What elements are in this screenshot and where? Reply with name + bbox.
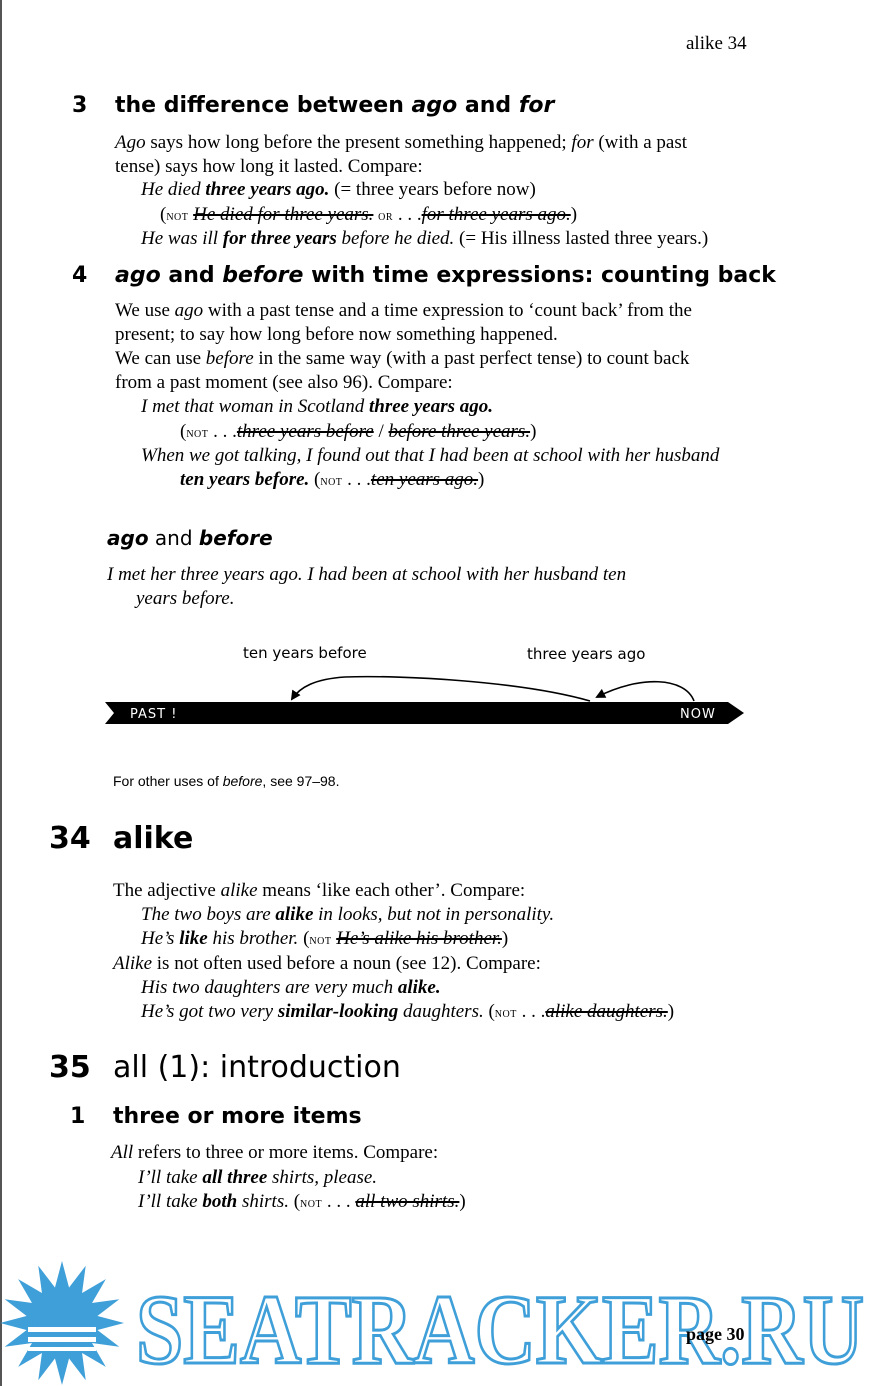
box-example-line: years before. <box>136 588 235 609</box>
section-4-text-line: We can use before in the same way (with a past perfect tense) to count back <box>115 348 690 369</box>
box-example-line: I met her three years ago. I had been at school with her husband ten <box>107 564 627 585</box>
arrow-before <box>292 677 590 701</box>
arrow-ago <box>597 682 694 701</box>
example-sentence: The two boys are alike in looks, but not in personality. <box>141 904 555 925</box>
entry-34-number: 34 <box>49 821 91 856</box>
section-4-text-line: We use ago with a past tense and a time expression to ‘count back’ from the <box>115 300 692 321</box>
section-4-heading: ago and before with time expressions: counting back <box>115 263 776 288</box>
example-sentence-continued: ten years before. (not . . .ten years ago.) <box>180 469 485 490</box>
label-three-years-ago: three years ago <box>527 645 646 663</box>
running-head: alike 34 <box>686 33 747 54</box>
example-sentence: His two daughters are very much alike. <box>141 977 441 998</box>
page-number: page 30 <box>686 1324 745 1344</box>
example-sentence: He died three years ago. (= three years before now) <box>141 179 536 200</box>
example-sentence: I met that woman in Scotland three years ago. <box>141 396 493 417</box>
incorrect-example: (not . . .three years before / before three years.) <box>180 421 537 442</box>
entry-35-text-line: All refers to three or more items. Compare: <box>111 1142 439 1163</box>
entry-35-title: all (1): introduction <box>113 1050 401 1085</box>
subsection-1-heading: three or more items <box>113 1104 362 1129</box>
example-sentence: I’ll take both shirts. (not . . . all two shirts.) <box>138 1191 466 1212</box>
entry-34-text-line: The adjective alike means ‘like each other’. Compare: <box>113 880 526 901</box>
timeline-diagram <box>100 665 760 735</box>
sun-icon <box>0 1261 124 1385</box>
example-sentence: I’ll take all three shirts, please. <box>138 1167 378 1188</box>
example-sentence: When we got talking, I found out that I had been at school with her husband <box>141 445 720 466</box>
example-sentence: He was ill for three years before he died. (= His illness lasted three years.) <box>141 228 709 249</box>
watermark-logo <box>0 1255 880 1386</box>
timeline-now-label: NOW <box>680 707 716 722</box>
incorrect-example: (not He died for three years. or . . .for three years ago.) <box>160 204 578 225</box>
section-3-number: 3 <box>72 93 88 118</box>
entry-34-text-line: Alike is not often used before a noun (see 12). Compare: <box>113 953 541 974</box>
example-sentence: He’s like his brother. (not He’s alike his brother.) <box>141 928 509 949</box>
entry-34-title: alike <box>113 821 194 856</box>
section-3-text-line: tense) says how long it lasted. Compare: <box>115 156 423 177</box>
subsection-1-number: 1 <box>70 1104 86 1129</box>
section-4-text-line: present; to say how long before now something happened. <box>115 324 558 345</box>
example-sentence: He’s got two very similar-looking daughters. (not . . .alike daughters.) <box>141 1001 675 1022</box>
box-heading: ago and before <box>107 526 273 550</box>
entry-35-number: 35 <box>49 1050 91 1085</box>
watermark-text: SEATRACKER.RU <box>136 1274 864 1385</box>
section-3-text-line: Ago says how long before the present something happened; for (with a past <box>115 132 688 153</box>
label-ten-years-before: ten years before <box>243 644 367 662</box>
timeline-past-label: PAST ! <box>130 707 178 722</box>
cross-reference-note: For other uses of before, see 97–98. <box>113 773 340 789</box>
page-edge-rule <box>0 0 2 1386</box>
section-4-text-line: from a past moment (see also 96). Compare: <box>115 372 453 393</box>
section-4-number: 4 <box>72 263 88 288</box>
section-3-heading: the difference between ago and for <box>115 93 555 118</box>
timeline-bar <box>105 702 744 724</box>
